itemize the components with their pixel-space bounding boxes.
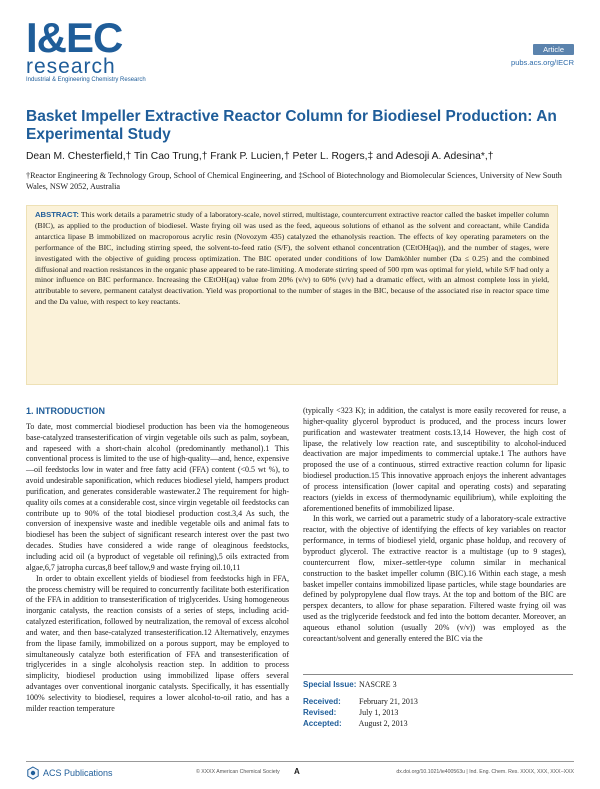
acs-publications-logo	[26, 766, 113, 780]
right-column	[303, 406, 566, 645]
article-title: Basket Impeller Extractive Reactor Column for Biodiesel Production: An Experimental Study	[26, 108, 557, 143]
acs-hexagon-icon	[26, 766, 40, 780]
meta-received	[303, 697, 418, 707]
left-column	[26, 406, 289, 715]
meta-value: NASCRE 3	[359, 680, 397, 689]
meta-label: Special Issue:	[303, 680, 357, 689]
body-paragraph: In order to obtain excellent yields of biodiesel from feedstocks high in FFA, the process chemistry will be required to concurrently facilitate both esterification of the FFA in addition to transesterification of triglycerides. Using homogeneous inorganic catalysts, the reaction consists of a series of steps, including acid-catalyzed esterification, followed by neutralization, the removal of excess alcohol and water, and then base-catalyzed transesterification.12 Alternatively, enzymes from the lipase family, immobilized on a porous support, may be employed to simultaneously catalyze both esterification of FFA and transesterification of triglycerides in a single alcoholysis reaction step. In addition to process simplicity, biodiesel production using immobilized lipase offers several advantages over conventional inorganic catalysts. Specifically, it has essentially 100% selectivity to biodiesel, requires a lower alcohol-to-oil ratio, and has a milder reaction temperature	[26, 573, 289, 713]
affiliations: †Reactor Engineering & Technology Group, School of Chemical Engineering, and ‡School of Biotechnology and Biomolecular Sciences, University of New South Wales, NSW 2052, Australia	[26, 171, 562, 191]
article-type-badge: Article	[533, 44, 574, 55]
doi-citation[interactable]: dx.doi.org/10.1021/ie400563u | Ind. Eng. Chem. Res. XXXX, XXX, XXX−XXX	[396, 769, 574, 775]
abstract-text: This work details a parametric study of a laboratory-scale, novel stirred, multistage, countercurrent extractive reactor called the basket impeller column (BIC), as applied to the production of biodiesel. Waste frying oil was used as the feed, aqueous solutions of ethanol as the solvent and coreactant, while Candida antarctica lipase B immobilized on macroporous acrylic resin (Novozym 435) catalyzed the ethanolysis reaction. The effects of key operating parameters on the performance of the BIC, including stirring speed, the solvent-to-feed ratio (S/F), the solvent ethanol concentration (CEtOH(aq)), and the number of stages, were investigated with the objective of guiding process optimization. The BIC operated under conditions of low Damköhler number (Da ≤ 0.25) and the combined diffusional and reaction resistances in the organic phase appeared to be rate-limiting. A moderate stirring speed of 500 rpm was optimal for yield, while S/F had only a minor influence on BIC performance. Increasing the CEtOH(aq) value from 20% (v/v) to 60% (v/v) had a dramatic effect, with an almost complete loss in yield, attributable to severe, permanent catalyst deactivation. Yield was proportional to the number of stages in the BIC, because of the associated rise in reactor space time and the Da value, with respect to key reactants.	[35, 210, 549, 307]
footer-divider	[26, 761, 574, 762]
meta-label: Revised:	[303, 708, 337, 717]
page-number: A	[294, 767, 300, 776]
logo-main-text: I&EC	[26, 14, 123, 61]
meta-special-issue	[303, 680, 397, 690]
meta-value: July 1, 2013	[359, 708, 399, 717]
meta-accepted	[303, 719, 408, 729]
logo-tagline: Industrial & Engineering Chemistry Research	[26, 77, 146, 83]
meta-value: August 2, 2013	[358, 719, 408, 728]
publisher-name: ACS Publications	[43, 768, 113, 778]
meta-label: Accepted:	[303, 719, 342, 728]
meta-divider	[303, 674, 573, 675]
body-paragraph: (typically <323 K); in addition, the catalyst is more easily recovered for reuse, a higher-quality glycerol byproduct is produced, and the process incurs lower purification and wastewater treatment costs.13,14 However, the high cost of lipase, the relatively low reaction rate, and susceptibility to alcohol-induced deactivation are major impediments to commercial uptake.1 The authors have proposed the use of a continuous, stirred extractive reaction column for lipasic biodiesel production.15 This innovative approach enjoys the inherent advantages of process intensification (lower capital and operating costs) and separating reactors (yields in excess of thermodynamic equilibrium), while exploiting the aforementioned benefits of immobilized lipase.	[303, 406, 566, 513]
journal-logo	[26, 14, 176, 83]
abstract-label: ABSTRACT:	[35, 210, 79, 219]
copyright-notice: © XXXX American Chemical Society	[196, 769, 280, 775]
journal-url-link[interactable]: pubs.acs.org/IECR	[511, 58, 574, 67]
body-paragraph: To date, most commercial biodiesel production has been via the homogeneous base-catalyzed transesterification of virgin vegetable oils such as palm, soybean, and rapeseed with a short-chain alcohol (predominantly methanol).1 This conventional process is limited to the use of high-quality—and, hence, expensive—oil feedstocks low in water and free fatty acid (FFA) content (<0.5 wt %), to avoid undesirable saponification, which reduces biodiesel yield, hampers product purification, and generates considerable wastewater.2 The requirement for high-quality oils comes at a considerable cost, since virgin vegetable oil feedstocks can contribute up to 90% of the total biodiesel production cost.3,4 As such, the conversion of inexpensive waste and inedible vegetable oils and animal fats to biodiesel has been the subject of significant research interest over the past two decades. Studies have considered a wide range of oleaginous feedstocks, including acid oil (a byproduct of vegetable oil refining),5 oils extracted from algae,6,7 jatropha curcas,8 beef tallow,9 and waste frying oil.10,11	[26, 421, 289, 572]
meta-label: Received:	[303, 697, 341, 706]
author-list: Dean M. Chesterfield,† Tin Cao Trung,† Frank P. Lucien,† Peter L. Rogers,‡ and Adesoji A. Adesina*,†	[26, 151, 494, 162]
meta-value: February 21, 2013	[359, 697, 418, 706]
abstract-box	[26, 205, 558, 385]
meta-revised	[303, 708, 398, 718]
logo-sub-text: research	[26, 55, 116, 78]
section-heading-introduction: 1. INTRODUCTION	[26, 406, 106, 416]
body-paragraph: In this work, we carried out a parametric study of a laboratory-scale extractive reactor, with the objective of identifying the effects of key variables on reactor performance, in terms of biodiesel yield, organic phase holdup, and recovery of byproduct glycerol. The extractive reactor is a multistage (up to 9 stages), countercurrent flow, mixer–settler-type column similar in mechanical construction to the basket impeller column (BIC).16 Within each stage, a mesh basket impeller contains immobilized lipase particles, while stage boundaries are defined by polypropylene dual flow trays. At the top and bottom of the BIC are perspex decanters, to allow for phase separation. Filtered waste frying oil was used as the triglyceride feedstock and fed into the bottom decanter. Moreover, an aqueous ethanol solution (usually 20% (v/v)) was employed as the coreactant/solvent and generally entered the BIC via the	[303, 514, 566, 643]
